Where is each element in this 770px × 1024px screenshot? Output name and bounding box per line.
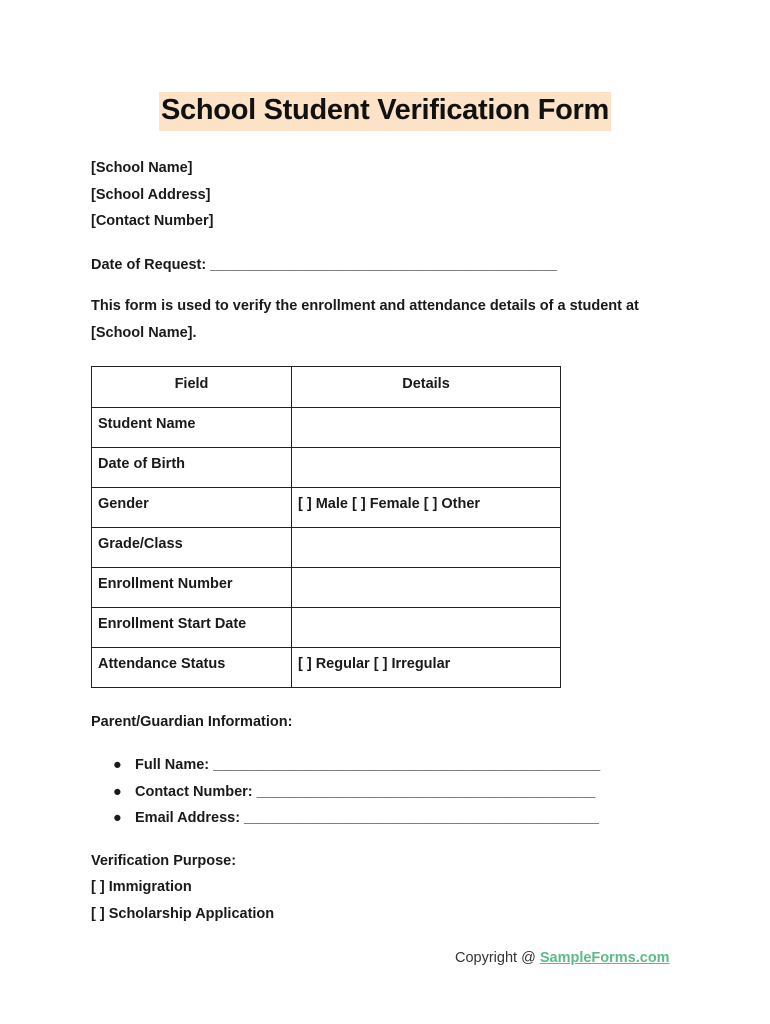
form-title: School Student Verification Form xyxy=(159,92,611,131)
full-name-field[interactable]: Full Name: ________________________________________________ xyxy=(135,757,601,773)
contact-number-field[interactable]: Contact Number: __________________________________________ xyxy=(135,783,596,800)
attendance-status-options[interactable]: [ ] Regular [ ] Irregular xyxy=(292,648,561,688)
field-label: Student Name xyxy=(92,408,292,448)
option-immigration[interactable]: [ ] Immigration xyxy=(91,879,192,895)
enrollment-number-input[interactable] xyxy=(292,568,561,608)
intro-line-2: [School Name]. xyxy=(91,325,197,341)
copyright-text: Copyright @ xyxy=(455,950,540,966)
list-item[interactable] xyxy=(113,810,600,837)
school-address: [School Address] xyxy=(91,187,211,203)
table-row xyxy=(92,608,561,648)
field-label: Date of Birth xyxy=(92,448,292,488)
table-row xyxy=(92,448,561,488)
table-header-row xyxy=(92,367,561,408)
parent-guardian-heading: Parent/Guardian Information: xyxy=(91,714,293,730)
student-name-input[interactable] xyxy=(292,408,561,448)
intro-line-1: This form is used to verify the enrollment and attendance details of a student at xyxy=(91,298,639,314)
date-of-birth-input[interactable] xyxy=(292,448,561,488)
gender-options[interactable]: [ ] Male [ ] Female [ ] Other xyxy=(292,488,561,528)
table-header-details: Details xyxy=(292,367,561,408)
table-header-field: Field xyxy=(92,367,292,408)
list-item[interactable] xyxy=(113,784,600,811)
contact-number: [Contact Number] xyxy=(91,213,214,229)
school-name: [School Name] xyxy=(91,160,193,176)
bullet-icon: ● xyxy=(113,783,122,800)
student-details-table xyxy=(91,366,561,688)
field-label: Grade/Class xyxy=(92,528,292,568)
field-label: Attendance Status xyxy=(92,648,292,688)
option-scholarship[interactable]: [ ] Scholarship Application xyxy=(91,906,275,922)
table-row xyxy=(92,648,561,688)
field-label: Enrollment Start Date xyxy=(92,608,292,648)
email-address-field[interactable]: Email Address: ____________________________________________ xyxy=(135,810,599,826)
table-row xyxy=(92,488,561,528)
list-item[interactable] xyxy=(113,757,600,784)
grade-class-input[interactable] xyxy=(292,528,561,568)
field-label: Enrollment Number xyxy=(92,568,292,608)
title-wrapper xyxy=(0,92,770,131)
date-of-request-field[interactable]: Date of Request: ___________________________________________ xyxy=(91,257,557,273)
enrollment-start-date-input[interactable] xyxy=(292,608,561,648)
bullet-icon: ● xyxy=(113,810,122,826)
parent-guardian-list xyxy=(113,757,600,837)
field-label: Gender xyxy=(92,488,292,528)
verification-purpose-heading: Verification Purpose: xyxy=(91,853,237,869)
table-row xyxy=(92,528,561,568)
copyright-footer xyxy=(455,950,670,966)
table-row xyxy=(92,568,561,608)
bullet-icon: ● xyxy=(113,757,122,773)
sampleforms-link[interactable]: SampleForms.com xyxy=(539,950,670,966)
table-row xyxy=(92,408,561,448)
